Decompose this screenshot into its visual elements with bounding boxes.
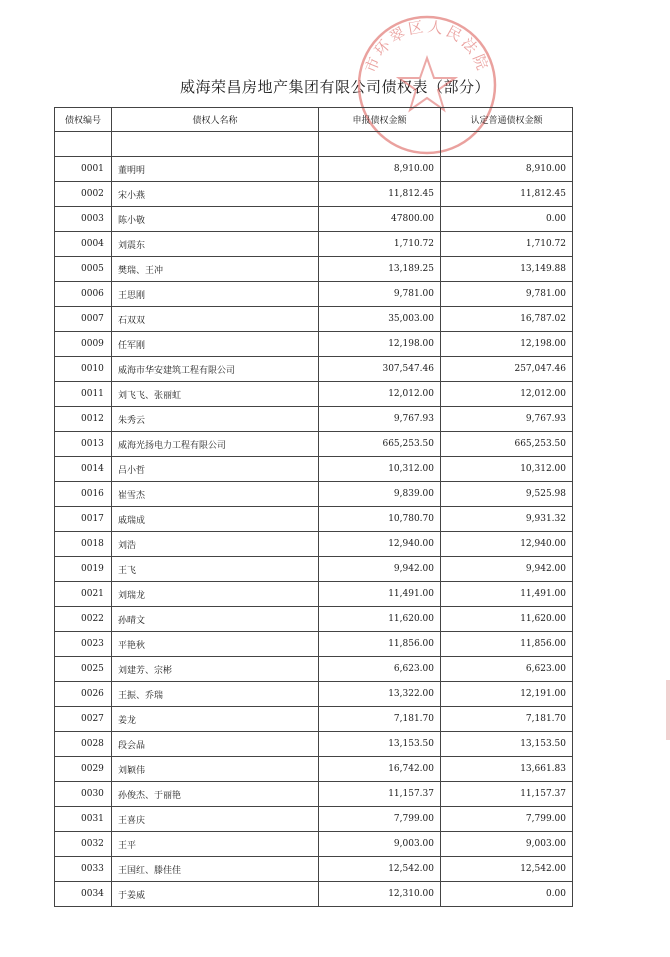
row-id: 0013 — [55, 432, 112, 457]
row-confirmed-amount: 11,491.00 — [441, 582, 573, 607]
row-id: 0032 — [55, 832, 112, 857]
table-row — [55, 657, 573, 682]
row-creditor-name: 樊瑞、王冲 — [112, 257, 319, 282]
row-creditor-name: 吕小哲 — [112, 457, 319, 482]
table-row — [55, 432, 573, 457]
row-confirmed-amount: 0.00 — [441, 207, 573, 232]
table-row — [55, 507, 573, 532]
row-creditor-name: 王国红、滕佳佳 — [112, 857, 319, 882]
row-confirmed-amount: 7,799.00 — [441, 807, 573, 832]
debt-table — [54, 107, 573, 907]
row-confirmed-amount: 12,198.00 — [441, 332, 573, 357]
row-creditor-name: 姜龙 — [112, 707, 319, 732]
row-declared-amount: 12,198.00 — [319, 332, 441, 357]
table-row — [55, 632, 573, 657]
table-row — [55, 182, 573, 207]
row-confirmed-amount: 9,931.32 — [441, 507, 573, 532]
row-declared-amount: 9,839.00 — [319, 482, 441, 507]
table-row — [55, 532, 573, 557]
row-id: 0031 — [55, 807, 112, 832]
row-id: 0022 — [55, 607, 112, 632]
row-confirmed-amount: 0.00 — [441, 882, 573, 907]
row-confirmed-amount: 11,157.37 — [441, 782, 573, 807]
row-confirmed-amount: 8,910.00 — [441, 157, 573, 182]
row-confirmed-amount: 12,191.00 — [441, 682, 573, 707]
row-creditor-name: 刘震东 — [112, 232, 319, 257]
row-confirmed-amount: 12,542.00 — [441, 857, 573, 882]
row-creditor-name: 刘建芳、宗彬 — [112, 657, 319, 682]
seal-text: 市环翠区人民法院 — [361, 17, 493, 76]
row-confirmed-amount: 13,153.50 — [441, 732, 573, 757]
table-row — [55, 607, 573, 632]
row-declared-amount: 11,491.00 — [319, 582, 441, 607]
row-id: 0019 — [55, 557, 112, 582]
header-declared: 申报债权金额 — [319, 108, 441, 132]
row-declared-amount: 35,003.00 — [319, 307, 441, 332]
table-row — [55, 707, 573, 732]
row-creditor-name: 刘浩 — [112, 532, 319, 557]
row-creditor-name: 任军刚 — [112, 332, 319, 357]
row-id: 0029 — [55, 757, 112, 782]
table-row — [55, 382, 573, 407]
row-confirmed-amount: 9,525.98 — [441, 482, 573, 507]
row-declared-amount: 16,742.00 — [319, 757, 441, 782]
row-declared-amount: 11,812.45 — [319, 182, 441, 207]
header-id: 债权编号 — [55, 108, 112, 132]
row-confirmed-amount: 9,767.93 — [441, 407, 573, 432]
row-creditor-name: 孙俊杰、于丽艳 — [112, 782, 319, 807]
row-id: 0030 — [55, 782, 112, 807]
row-creditor-name: 朱秀云 — [112, 407, 319, 432]
document-title: 威海荣昌房地产集团有限公司债权表（部分） — [179, 78, 490, 96]
row-confirmed-amount: 13,149.88 — [441, 257, 573, 282]
row-declared-amount: 10,312.00 — [319, 457, 441, 482]
row-confirmed-amount: 9,003.00 — [441, 832, 573, 857]
row-confirmed-amount: 6,623.00 — [441, 657, 573, 682]
row-declared-amount: 47800.00 — [319, 207, 441, 232]
row-confirmed-amount: 10,312.00 — [441, 457, 573, 482]
row-declared-amount: 12,310.00 — [319, 882, 441, 907]
row-id: 0001 — [55, 157, 112, 182]
row-creditor-name: 戚瑞成 — [112, 507, 319, 532]
row-confirmed-amount: 16,787.02 — [441, 307, 573, 332]
row-id: 0016 — [55, 482, 112, 507]
row-declared-amount: 12,542.00 — [319, 857, 441, 882]
table-row — [55, 732, 573, 757]
row-creditor-name: 王振、乔瑞 — [112, 682, 319, 707]
table-row — [55, 482, 573, 507]
row-creditor-name: 石双双 — [112, 307, 319, 332]
blank-row — [55, 132, 573, 157]
row-id: 0018 — [55, 532, 112, 557]
table-row — [55, 307, 573, 332]
row-creditor-name: 宋小燕 — [112, 182, 319, 207]
table-row — [55, 257, 573, 282]
row-creditor-name: 王思刚 — [112, 282, 319, 307]
row-confirmed-amount: 665,253.50 — [441, 432, 573, 457]
row-id: 0027 — [55, 707, 112, 732]
table-row — [55, 807, 573, 832]
row-creditor-name: 孙晴文 — [112, 607, 319, 632]
row-creditor-name: 威海光扬电力工程有限公司 — [112, 432, 319, 457]
row-declared-amount: 6,623.00 — [319, 657, 441, 682]
table-row — [55, 232, 573, 257]
row-confirmed-amount: 1,710.72 — [441, 232, 573, 257]
row-creditor-name: 刘飞飞、张丽虹 — [112, 382, 319, 407]
row-declared-amount: 11,157.37 — [319, 782, 441, 807]
row-declared-amount: 7,799.00 — [319, 807, 441, 832]
row-confirmed-amount: 257,047.46 — [441, 357, 573, 382]
row-declared-amount: 9,003.00 — [319, 832, 441, 857]
row-id: 0011 — [55, 382, 112, 407]
row-declared-amount: 13,189.25 — [319, 257, 441, 282]
row-confirmed-amount: 11,620.00 — [441, 607, 573, 632]
row-creditor-name: 陈小敬 — [112, 207, 319, 232]
row-declared-amount: 12,940.00 — [319, 532, 441, 557]
row-creditor-name: 刘瑞龙 — [112, 582, 319, 607]
table-row — [55, 882, 573, 907]
row-confirmed-amount: 9,781.00 — [441, 282, 573, 307]
row-confirmed-amount: 11,812.45 — [441, 182, 573, 207]
row-declared-amount: 307,547.46 — [319, 357, 441, 382]
row-confirmed-amount: 13,661.83 — [441, 757, 573, 782]
row-declared-amount: 9,781.00 — [319, 282, 441, 307]
row-id: 0007 — [55, 307, 112, 332]
table-row — [55, 682, 573, 707]
row-id: 0004 — [55, 232, 112, 257]
row-declared-amount: 9,767.93 — [319, 407, 441, 432]
row-id: 0021 — [55, 582, 112, 607]
row-confirmed-amount: 7,181.70 — [441, 707, 573, 732]
row-declared-amount: 12,012.00 — [319, 382, 441, 407]
row-declared-amount: 11,856.00 — [319, 632, 441, 657]
row-creditor-name: 董明明 — [112, 157, 319, 182]
row-id: 0002 — [55, 182, 112, 207]
row-declared-amount: 11,620.00 — [319, 607, 441, 632]
row-confirmed-amount: 11,856.00 — [441, 632, 573, 657]
row-id: 0026 — [55, 682, 112, 707]
table-row — [55, 582, 573, 607]
table-row — [55, 782, 573, 807]
row-id: 0023 — [55, 632, 112, 657]
table-row — [55, 207, 573, 232]
row-declared-amount: 665,253.50 — [319, 432, 441, 457]
row-id: 0033 — [55, 857, 112, 882]
row-confirmed-amount: 12,012.00 — [441, 382, 573, 407]
row-creditor-name: 王喜庆 — [112, 807, 319, 832]
row-id: 0005 — [55, 257, 112, 282]
table-row — [55, 357, 573, 382]
row-creditor-name: 王平 — [112, 832, 319, 857]
row-declared-amount: 8,910.00 — [319, 157, 441, 182]
table-row — [55, 407, 573, 432]
row-creditor-name: 平艳秋 — [112, 632, 319, 657]
row-id: 0003 — [55, 207, 112, 232]
row-declared-amount: 13,153.50 — [319, 732, 441, 757]
edge-stamp-mark — [666, 680, 670, 740]
row-confirmed-amount: 12,940.00 — [441, 532, 573, 557]
row-declared-amount: 10,780.70 — [319, 507, 441, 532]
row-creditor-name: 刘颖伟 — [112, 757, 319, 782]
table-row — [55, 757, 573, 782]
table-row — [55, 282, 573, 307]
table-row — [55, 457, 573, 482]
row-declared-amount: 9,942.00 — [319, 557, 441, 582]
row-creditor-name: 崔雪杰 — [112, 482, 319, 507]
row-id: 0006 — [55, 282, 112, 307]
table-header-row — [55, 108, 573, 132]
row-id: 0012 — [55, 407, 112, 432]
header-name: 债权人名称 — [112, 108, 319, 132]
row-declared-amount: 13,322.00 — [319, 682, 441, 707]
row-id: 0017 — [55, 507, 112, 532]
header-confirmed: 认定普通债权金额 — [441, 108, 573, 132]
row-declared-amount: 7,181.70 — [319, 707, 441, 732]
row-id: 0010 — [55, 357, 112, 382]
row-id: 0014 — [55, 457, 112, 482]
row-creditor-name: 段会晶 — [112, 732, 319, 757]
row-id: 0009 — [55, 332, 112, 357]
table-row — [55, 832, 573, 857]
row-creditor-name: 威海市华安建筑工程有限公司 — [112, 357, 319, 382]
row-id: 0034 — [55, 882, 112, 907]
table-row — [55, 857, 573, 882]
svg-text:市环翠区人民法院 — [361, 17, 492, 75]
row-id: 0025 — [55, 657, 112, 682]
row-creditor-name: 于姜威 — [112, 882, 319, 907]
row-confirmed-amount: 9,942.00 — [441, 557, 573, 582]
row-creditor-name: 王飞 — [112, 557, 319, 582]
table-row — [55, 157, 573, 182]
table-row — [55, 332, 573, 357]
row-declared-amount: 1,710.72 — [319, 232, 441, 257]
table-row — [55, 557, 573, 582]
row-id: 0028 — [55, 732, 112, 757]
